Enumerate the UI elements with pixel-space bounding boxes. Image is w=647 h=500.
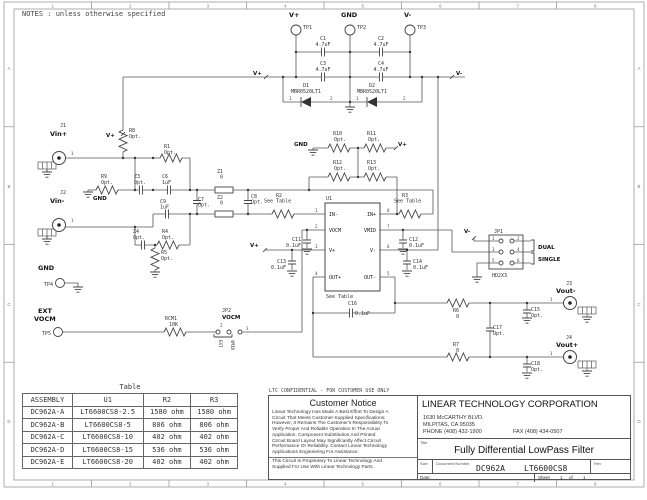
ref-u1: U1 [326, 196, 333, 202]
rev-label: Rev [594, 461, 602, 466]
ref-r6: R6 [453, 308, 460, 314]
table-row [23, 456, 238, 469]
diode-d2-symbol [367, 97, 377, 107]
pin-num: 5 [492, 258, 495, 263]
vocm-section [34, 230, 302, 351]
company-address1: 1630 McCARTHY BLVD. [423, 415, 484, 421]
val-r3: See Table [394, 198, 422, 205]
pin-label: 2 [330, 96, 333, 101]
title-block [268, 388, 631, 480]
pin-num: 3 [246, 326, 249, 331]
net-vinm: Vin- [50, 197, 65, 205]
zone-col: 7 [516, 481, 520, 487]
ref-c2: C2 [377, 36, 385, 42]
col-u1: U1 [72, 394, 143, 407]
ref-c1: C1 [319, 36, 327, 42]
sheet-of: of [569, 475, 573, 480]
table-row [23, 419, 238, 432]
connector-j3-pin [568, 301, 572, 305]
title-row [418, 438, 630, 460]
notice-line: Linear Technology Has Made A Best Effort To Design A [272, 410, 389, 415]
val-r13: Opt. [368, 166, 381, 172]
val-c16: 0.1uF [355, 311, 371, 317]
zone-col: 3 [206, 3, 210, 9]
notice-line: Application. Component Substitution And Printed [272, 432, 376, 438]
val-c14: 0.1uF [413, 265, 429, 271]
pin-num: 4 [517, 247, 520, 252]
zone-row: C [7, 302, 11, 307]
zone-col: 5 [361, 481, 365, 487]
testpoint-tp3 [405, 25, 415, 35]
cell: LT6600CS8-5 [72, 419, 143, 432]
notice-line: Circuit Board Layout May Significantly Affect Circuit [272, 438, 381, 444]
cell: DC962A-A [23, 406, 73, 419]
ref-r1: R1 [164, 144, 171, 150]
ref-z3: Z3 [134, 174, 141, 180]
val-c2: 4.7uF [373, 42, 389, 48]
pin-num: 6 [517, 258, 520, 263]
ref-r2: R2 [276, 193, 283, 199]
val-rcm1: 10K [169, 322, 179, 328]
zone-col: 2 [129, 481, 132, 487]
val-r11: Opt. [368, 137, 381, 143]
zone-col: 8 [594, 3, 597, 9]
ref-r3: R3 [402, 193, 409, 199]
net-voutp: Vout+ [556, 341, 579, 349]
doc-number-label: Document Number [436, 461, 470, 466]
val-c11: 0.1uF [285, 243, 301, 249]
ref-r8: R8 [129, 128, 136, 134]
u1-pin-out-minus: OUT- [363, 275, 376, 281]
connector-j1-pin [57, 156, 61, 160]
label-dual: DUAL [538, 245, 555, 251]
jp1-section [464, 229, 561, 282]
net-gnd: GND [341, 11, 358, 19]
company-address2: MILPITAS, CA 95035 [423, 422, 475, 428]
val-r7: 0 [456, 348, 460, 354]
val-c9: 1uF [160, 204, 170, 211]
notice-line: Performance Or Reliability. Contact Linear Technology [272, 444, 388, 450]
ref-tp3: TP3 [417, 25, 427, 31]
ref-tp2: TP2 [357, 25, 367, 31]
val-c17: Opt. [493, 331, 506, 337]
cell: LT6600CS8-2.5 [72, 406, 143, 419]
ref-z4: Z4 [133, 229, 140, 235]
val-c7: Opt. [198, 202, 211, 209]
cell: DC962A-E [23, 456, 73, 469]
net-vminus-rail: V- [456, 71, 463, 77]
pin-num: 8 [387, 208, 390, 213]
pin-label: 1 [71, 151, 74, 156]
ref-r5: R5 [161, 250, 168, 256]
table-header-row [23, 394, 238, 407]
ref-jp1: JP1 [494, 229, 504, 235]
cell: 536 ohm [143, 444, 191, 457]
cell: LT6600CS8-15 [72, 444, 143, 457]
ref-c3: C3 [319, 61, 327, 67]
ref-z2: Z2 [217, 195, 224, 201]
zone-col: 5 [361, 3, 365, 9]
sheet-row [418, 473, 630, 482]
ref-tp4: TP4 [44, 282, 54, 288]
pin-num: 4 [315, 271, 318, 276]
val-u1: See Table [326, 294, 354, 300]
val-r10: Opt. [334, 137, 347, 143]
label-jp2-vmid: VMID [230, 340, 235, 351]
ref-r13: R13 [367, 160, 377, 166]
output-section [313, 277, 596, 378]
zone-col: 1 [51, 481, 55, 487]
ref-j2: J2 [60, 190, 67, 196]
cell: 536 ohm [191, 444, 238, 457]
pin-num: 3 [492, 247, 495, 252]
pin-num: 1 [315, 208, 318, 213]
net-voutm: Vout- [556, 287, 576, 295]
net-gnd-r10: GND [294, 142, 308, 148]
table-row [23, 444, 238, 457]
val-d2: MBR0520LT1 [356, 89, 388, 95]
val-r2: See Table [264, 198, 292, 205]
zone-row: C [637, 302, 641, 307]
drawing-title: Fully Differential LowPass Filter [454, 445, 594, 456]
assembly-table [22, 393, 238, 469]
confidential-note: LTC CONFIDENTIAL - FOR CUSTOMER USE ONLY [269, 388, 390, 394]
net-vocm: VOCM [34, 315, 56, 323]
assembly-table-block [22, 383, 238, 469]
ref-tp5: TP5 [42, 331, 52, 337]
ref-r7: R7 [453, 342, 460, 348]
val-c12: 0.1uF [409, 243, 425, 249]
ref-r9: R9 [101, 174, 108, 180]
net-vplus-pin3: V+ [250, 243, 259, 249]
company-fax: FAX (408) 434-0507 [513, 429, 563, 435]
divider [432, 460, 433, 474]
zone-col: 8 [594, 481, 597, 487]
col-r2: R2 [143, 394, 191, 407]
notice-line: Verify Proper And Reliable Operation In The Actual [272, 427, 380, 433]
doc-part: LT6600CS8 [524, 464, 568, 473]
cell: LT6600CS8-10 [72, 431, 143, 444]
pin-label: 1 [289, 96, 292, 101]
net-vminus-jp1: V- [464, 229, 471, 235]
ref-c13: C13 [276, 259, 286, 265]
ref-z1: Z1 [217, 169, 224, 175]
pin-label: 1 [356, 96, 359, 101]
pin-label: 1 [550, 297, 553, 302]
ref-jp2: JP2 [222, 308, 232, 314]
pin-num: 1 [492, 236, 495, 241]
val-c8: Opt. [251, 199, 264, 206]
ref-j1: J1 [60, 123, 67, 129]
cell: 402 ohm [191, 431, 238, 444]
zone-col: 7 [516, 3, 520, 9]
ref-c9: C9 [160, 199, 167, 205]
val-c13: 0.1uF [270, 265, 286, 271]
table-row [23, 406, 238, 419]
bias-network [294, 131, 407, 214]
ref-c4: C4 [377, 61, 385, 67]
net-vinp: Vin+ [50, 130, 68, 138]
net-ext: EXT [38, 307, 52, 315]
zone-col: 4 [284, 3, 287, 9]
val-r5: Opt. [161, 256, 174, 262]
net-vminus: V- [404, 11, 412, 19]
u1-pin-out-plus: OUT+ [329, 275, 342, 281]
date-label: Date: [420, 475, 431, 480]
val-r4: Opt. [162, 235, 175, 241]
net-vplus-r8: V+ [106, 133, 115, 139]
zone-col: 6 [439, 481, 442, 487]
cell: 402 ohm [143, 456, 191, 469]
table-row [23, 431, 238, 444]
ref-c15: C15 [531, 307, 541, 313]
cell: DC962A-B [23, 419, 73, 432]
ref-d1: D1 [302, 83, 310, 89]
testpoint-tp5 [54, 328, 63, 337]
val-c4: 4.7uF [373, 67, 389, 73]
zone-row: D [637, 419, 641, 424]
zone-col: 6 [439, 3, 442, 9]
u1-pin-vminus: V- [369, 248, 376, 254]
connector-j2-pin [57, 223, 61, 227]
col-r3: R3 [191, 394, 238, 407]
pin-num: 3 [315, 244, 318, 249]
val-c3: 4.7uF [315, 67, 331, 73]
cell: 1580 ohm [143, 406, 191, 419]
j1-ground-pins [38, 162, 56, 169]
zone-col: 2 [129, 3, 132, 9]
zone-row: A [637, 66, 641, 71]
ref-tp1: TP1 [303, 25, 313, 31]
title-block-right [418, 396, 630, 479]
val-z1: 0 [220, 174, 224, 181]
title-block-box [268, 395, 631, 480]
cell: 402 ohm [143, 431, 191, 444]
testpoint-tp4 [56, 279, 65, 288]
divider [534, 474, 535, 482]
ref-c17: C17 [493, 325, 503, 331]
ref-c11: C11 [291, 237, 301, 243]
pin-num: 5 [387, 271, 390, 276]
ref-j3: J3 [566, 281, 573, 287]
ref-rcm1: RCM1 [165, 316, 178, 322]
zone-col: 3 [206, 481, 210, 487]
company-phone: PHONE (408) 432-1900 [423, 429, 482, 435]
val-z3: Opt. [134, 180, 147, 186]
pin-num: 2 [517, 236, 520, 241]
cell: 402 ohm [191, 456, 238, 469]
notes-text: NOTES : unless otherwise specified [22, 10, 166, 18]
pin-num: 2 [220, 323, 223, 328]
val-c15: Opt. [531, 313, 544, 319]
j4-ground-pins [578, 361, 596, 371]
customer-notice-title: Customer Notice [309, 398, 377, 408]
pin-num: 2 [315, 224, 318, 229]
sheet-total: 1 [583, 475, 586, 480]
val-r8: Opt. [129, 134, 142, 140]
label-jp2-vocm: VOCM [222, 315, 241, 321]
cell: 1580 ohm [191, 406, 238, 419]
net-vplus-rail: V+ [253, 71, 262, 77]
net-gnd-r9: GND [93, 196, 107, 202]
val-c1: 4.7uF [315, 42, 331, 48]
ref-d2: D2 [368, 83, 376, 89]
ref-c18: C18 [531, 361, 541, 367]
divider [590, 460, 591, 474]
col-assembly: ASSEMBLY [23, 394, 73, 407]
val-r12: Opt. [334, 166, 347, 172]
ref-c16: C16 [348, 301, 358, 307]
cell: 806 ohm [143, 419, 191, 432]
ref-c7: C7 [198, 197, 205, 203]
net-vplus: V+ [289, 11, 300, 19]
ref-r11: R11 [367, 131, 377, 137]
val-c18: Opt. [531, 367, 544, 373]
jp2-pads [216, 330, 242, 334]
ref-c6: C6 [162, 174, 169, 180]
val-c6: 1uF [162, 180, 172, 186]
diode-d1-symbol [301, 97, 311, 107]
ref-c14: C14 [413, 259, 423, 265]
ref-c12: C12 [409, 237, 419, 243]
u1-pin-vplus: V+ [329, 248, 336, 254]
pin-label: 2 [403, 96, 406, 101]
ref-r4: R4 [162, 229, 169, 235]
zone-col: 1 [51, 3, 55, 9]
customer-notice-footer [272, 459, 414, 470]
u1-pin-in-minus: IN- [329, 212, 339, 218]
doc-number: DC962A [476, 464, 505, 473]
zone-row: B [7, 184, 11, 189]
val-r6: 0 [456, 314, 460, 320]
val-z4: Opt. [133, 235, 146, 241]
cell: 806 ohm [191, 419, 238, 432]
notice-divider [269, 457, 417, 458]
customer-notice [269, 396, 418, 479]
u1-section [250, 193, 499, 300]
pin-label: 1 [71, 218, 74, 223]
assembly-table-title: Table [119, 383, 141, 391]
connector-j4-pin [568, 355, 572, 359]
j3-ground-pins [578, 307, 596, 317]
pin-label: 1 [550, 351, 553, 356]
val-d1: MBR0520LT1 [290, 89, 322, 95]
pin-num: 6 [387, 244, 390, 249]
net-vplus-r11: V+ [398, 142, 407, 148]
cell: DC962A-D [23, 444, 73, 457]
customer-notice-body [272, 410, 414, 456]
notice-line: However, It Remains The Customer's Responsibility To [272, 421, 389, 427]
zone-row: A [7, 66, 11, 71]
component-z1 [215, 187, 233, 193]
label-single: SINGLE [538, 257, 561, 263]
u1-pin-vmid: VMID [363, 228, 376, 234]
title-label: Title [420, 440, 428, 445]
val-r9: Opt. [101, 180, 114, 186]
u1-pin-in-plus: IN+ [366, 212, 376, 218]
ref-r12: R12 [333, 160, 343, 166]
component-z2 [215, 211, 233, 217]
u1-pin-vocm: VOCM [329, 228, 342, 234]
notice-line: Circuit That Meets Customer-Supplied Specifications; [272, 415, 386, 421]
notice-line: This Circuit Is Proprietary To Linear Technology And [272, 459, 382, 464]
zone-row: B [637, 184, 641, 189]
sheet-number: 1 [560, 475, 563, 480]
document-row [418, 459, 630, 474]
company-name: LINEAR TECHNOLOGY CORPORATION [422, 399, 598, 410]
ref-c8: C8 [251, 194, 258, 200]
cell: DC962A-C [23, 431, 73, 444]
val-r1: Opt. [164, 150, 177, 156]
label-jp2-ext: EXT [218, 340, 223, 348]
val-z2: 0 [220, 200, 224, 207]
val-jp1: HD2X3 [492, 273, 508, 279]
zone-row: D [7, 419, 11, 424]
testpoint-tp1 [291, 25, 301, 35]
sheet-label: Sheet [538, 475, 550, 480]
pin-num: 7 [387, 224, 390, 229]
notice-line: Supplied For Use With Linear Technology Parts. [272, 464, 375, 470]
testpoint-tp2 [345, 25, 355, 35]
jp1-pads [499, 239, 514, 265]
size-label: Size [420, 461, 428, 466]
ref-j4: J4 [566, 335, 573, 341]
zone-col: 4 [284, 481, 287, 487]
cell: LT6600CS8-20 [72, 456, 143, 469]
ref-r10: R10 [333, 131, 343, 137]
j2-ground-pins [38, 229, 56, 236]
net-gnd-tp4: GND [38, 264, 55, 272]
notice-line: Applications Engineering For Assistance. [272, 449, 359, 455]
